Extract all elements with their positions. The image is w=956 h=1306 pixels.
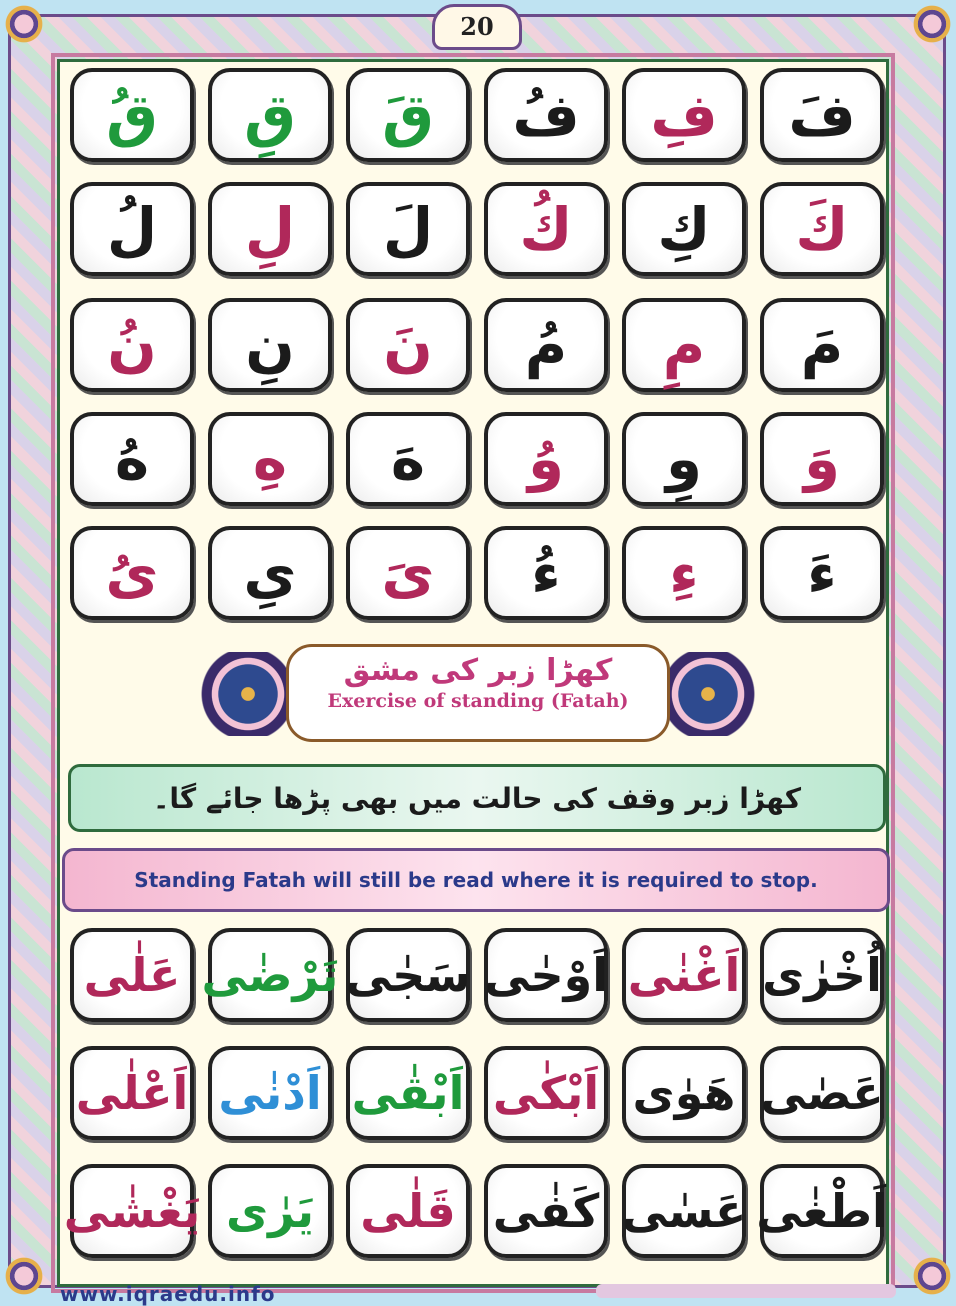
word-tile: اَدْنٰی (208, 1046, 332, 1140)
letter-tile: كُ (484, 182, 608, 276)
word-tile: عَصٰی (760, 1046, 884, 1140)
page-number: 20 (432, 4, 522, 50)
letter-tile: هِ (208, 412, 332, 506)
letter-tile: فَ (760, 68, 884, 162)
corner-ornament-icon (2, 2, 46, 46)
letter-tile: ءِ (622, 526, 746, 620)
letter-tile: ءَ (760, 526, 884, 620)
word-tile: عَلٰی (70, 928, 194, 1022)
word-tile: اَغْنٰی (622, 928, 746, 1022)
letter-tile: یِ (208, 526, 332, 620)
letter-tile: هَ (346, 412, 470, 506)
letter-tile: كَ (760, 182, 884, 276)
letter-tile: كِ (622, 182, 746, 276)
letter-tile: نُ (70, 298, 194, 392)
letter-tile: نِ (208, 298, 332, 392)
word-tile: سَجٰی (346, 928, 470, 1022)
corner-ornament-icon (910, 1254, 954, 1298)
banner-english-title: Exercise of standing (Fatah) (327, 690, 629, 712)
letter-tile: وُ (484, 412, 608, 506)
ornament-icon (658, 652, 758, 736)
letter-tile: مِ (622, 298, 746, 392)
word-tile: اَعْلٰی (70, 1046, 194, 1140)
ornament-icon (198, 652, 298, 736)
word-tile: يَرٰی (208, 1164, 332, 1258)
english-instruction: Standing Fatah will still be read where it is required to stop. (62, 848, 890, 912)
letter-tile: قِ (208, 68, 332, 162)
letter-tile: لَ (346, 182, 470, 276)
word-tile: اَوْحٰی (484, 928, 608, 1022)
word-tile: اَبْكٰی (484, 1046, 608, 1140)
footer-urdu-strip (596, 1284, 896, 1298)
word-tile: كَفٰی (484, 1164, 608, 1258)
word-tile: اَطْغٰی (760, 1164, 884, 1258)
letter-tile: هُ (70, 412, 194, 506)
letter-tile: مُ (484, 298, 608, 392)
word-tile: هَوٰی (622, 1046, 746, 1140)
urdu-instruction: کھڑا زبر وقف کی حالت میں بھی پڑھا جائے گا۔ (68, 764, 886, 832)
footer-url: www.iqraedu.info (60, 1282, 276, 1306)
corner-ornament-icon (910, 2, 954, 46)
letter-tile: لِ (208, 182, 332, 276)
letter-tile: فُ (484, 68, 608, 162)
word-tile: يَغْشٰی (70, 1164, 194, 1258)
word-tile: تَرْضٰی (208, 928, 332, 1022)
word-tile: اَبْقٰی (346, 1046, 470, 1140)
letter-tile: قَ (346, 68, 470, 162)
letter-tile: وَ (760, 412, 884, 506)
letter-tile: یُ (70, 526, 194, 620)
banner-box (286, 644, 670, 742)
letter-tile: وِ (622, 412, 746, 506)
letter-tile: قُ (70, 68, 194, 162)
letter-tile: مَ (760, 298, 884, 392)
corner-ornament-icon (2, 1254, 46, 1298)
letter-tile: فِ (622, 68, 746, 162)
letter-tile: ءُ (484, 526, 608, 620)
banner-urdu-title: کھڑا زبر کی مشق (343, 653, 613, 688)
word-tile: عَسٰی (622, 1164, 746, 1258)
letter-tile: یَ (346, 526, 470, 620)
letter-tile: نَ (346, 298, 470, 392)
word-tile: قَلٰی (346, 1164, 470, 1258)
word-tile: اُخْرٰی (760, 928, 884, 1022)
section-banner (208, 644, 748, 744)
letter-tile: لُ (70, 182, 194, 276)
